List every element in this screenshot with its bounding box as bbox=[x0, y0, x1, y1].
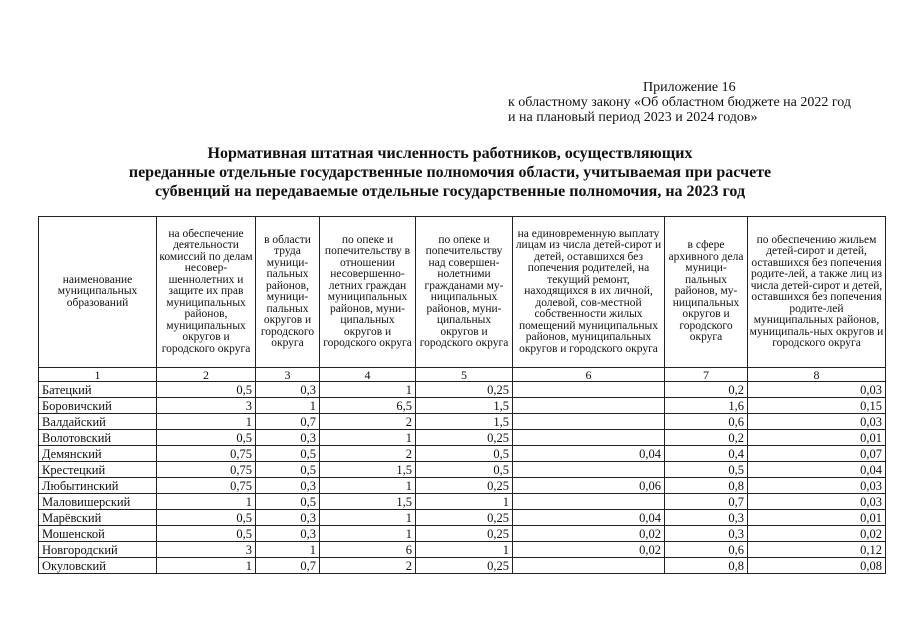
value-cell: 0,2 bbox=[665, 430, 748, 446]
value-cell: 0,4 bbox=[665, 446, 748, 462]
municipality-name-cell: Батецкий bbox=[39, 382, 157, 398]
table-row bbox=[39, 414, 886, 430]
table-row bbox=[39, 462, 886, 478]
municipality-name-cell: Любытинский bbox=[39, 478, 157, 494]
column-number: 4 bbox=[320, 368, 416, 382]
value-cell: 0,02 bbox=[513, 526, 665, 542]
value-cell: 0,75 bbox=[157, 478, 256, 494]
value-cell: 0,25 bbox=[416, 558, 513, 574]
value-cell: 0,6 bbox=[665, 414, 748, 430]
municipality-name-cell: Марёвский bbox=[39, 510, 157, 526]
header-cell: по опеке и попечительству в отношении несовершенно-летних граждан муниципальных районов, муни-ципальных округов и городского округа bbox=[320, 217, 416, 368]
value-cell: 0,25 bbox=[416, 478, 513, 494]
header-cell: на единовременную выплату лицам из числа детей-сирот и детей, оставшихся без попечения родителей, на текущий ремонт, находящихся в их личной, долевой, сов-местной собственности жилых помещений муниципальных районов, муниципальных округов и городского округа bbox=[513, 217, 665, 368]
value-cell: 0,25 bbox=[416, 526, 513, 542]
value-cell: 0,6 bbox=[665, 542, 748, 558]
value-cell: 0,3 bbox=[256, 382, 320, 398]
value-cell: 1,5 bbox=[416, 414, 513, 430]
annex-reference bbox=[508, 80, 898, 125]
column-number: 2 bbox=[157, 368, 256, 382]
table-row bbox=[39, 430, 886, 446]
value-cell: 0,3 bbox=[256, 510, 320, 526]
table-row bbox=[39, 526, 886, 542]
value-cell: 0,3 bbox=[256, 526, 320, 542]
municipality-name-cell: Крестецкий bbox=[39, 462, 157, 478]
value-cell: 1 bbox=[157, 494, 256, 510]
value-cell: 1,5 bbox=[320, 462, 416, 478]
value-cell: 0,12 bbox=[748, 542, 886, 558]
title-line-3: субвенций на передаваемые отдельные государственные полномочия, на 2023 год bbox=[154, 183, 746, 200]
value-cell: 0,08 bbox=[748, 558, 886, 574]
value-cell bbox=[513, 414, 665, 430]
table-row bbox=[39, 398, 886, 414]
value-cell: 0,04 bbox=[513, 510, 665, 526]
title-line-2: переданные отдельные государственные полномочия области, учитываемая при расчете bbox=[128, 164, 772, 181]
municipality-name-cell: Волотовский bbox=[39, 430, 157, 446]
municipality-name-cell: Маловишерский bbox=[39, 494, 157, 510]
value-cell: 0,5 bbox=[416, 462, 513, 478]
value-cell: 0,02 bbox=[748, 526, 886, 542]
table-row bbox=[39, 542, 886, 558]
table-row bbox=[39, 446, 886, 462]
value-cell: 0,8 bbox=[665, 478, 748, 494]
value-cell: 1,5 bbox=[416, 398, 513, 414]
value-cell: 0,03 bbox=[748, 478, 886, 494]
value-cell: 1,6 bbox=[665, 398, 748, 414]
municipality-name-cell: Демянский bbox=[39, 446, 157, 462]
column-number: 7 bbox=[665, 368, 748, 382]
value-cell: 0,3 bbox=[665, 510, 748, 526]
municipality-name-cell: Новгородский bbox=[39, 542, 157, 558]
value-cell: 0,2 bbox=[665, 382, 748, 398]
header-cell: по опеке и попечительству над совершен-нолетними гражданами му-ниципальных районов, муни-ципальных округов и городского округа bbox=[416, 217, 513, 368]
municipality-name-cell: Окуловский bbox=[39, 558, 157, 574]
value-cell: 0,03 bbox=[748, 494, 886, 510]
document-title bbox=[60, 144, 840, 201]
header-row bbox=[39, 217, 886, 368]
value-cell: 3 bbox=[157, 542, 256, 558]
value-cell: 0,5 bbox=[665, 462, 748, 478]
value-cell: 1 bbox=[320, 526, 416, 542]
header-cell: на обеспечение деятельности комиссий по делам несовер-шеннолетних и защите их прав муниципальных районов, муниципальных округов и городского округа bbox=[157, 217, 256, 368]
value-cell: 1 bbox=[320, 478, 416, 494]
value-cell: 0,5 bbox=[157, 382, 256, 398]
header-cell: наименование муниципальных образований bbox=[39, 217, 157, 368]
table-row bbox=[39, 478, 886, 494]
value-cell: 2 bbox=[320, 558, 416, 574]
value-cell bbox=[513, 398, 665, 414]
column-number: 3 bbox=[256, 368, 320, 382]
municipality-name-cell: Валдайский bbox=[39, 414, 157, 430]
value-cell: 0,04 bbox=[513, 446, 665, 462]
value-cell: 1 bbox=[157, 414, 256, 430]
value-cell: 1 bbox=[256, 398, 320, 414]
value-cell bbox=[513, 494, 665, 510]
value-cell: 0,15 bbox=[748, 398, 886, 414]
municipality-name-cell: Мошенской bbox=[39, 526, 157, 542]
column-number-row bbox=[39, 368, 886, 382]
column-number: 6 bbox=[513, 368, 665, 382]
value-cell: 0,25 bbox=[416, 382, 513, 398]
header-cell: в области труда муници-пальных районов, муници-пальных округов и городского округа bbox=[256, 217, 320, 368]
value-cell: 0,01 bbox=[748, 430, 886, 446]
value-cell bbox=[513, 430, 665, 446]
value-cell: 2 bbox=[320, 446, 416, 462]
value-cell bbox=[513, 462, 665, 478]
table-row bbox=[39, 494, 886, 510]
value-cell: 1 bbox=[320, 430, 416, 446]
value-cell: 6 bbox=[320, 542, 416, 558]
value-cell: 0,7 bbox=[256, 414, 320, 430]
value-cell: 0,02 bbox=[513, 542, 665, 558]
value-cell: 0,3 bbox=[256, 478, 320, 494]
staffing-table bbox=[38, 216, 886, 574]
value-cell: 1 bbox=[320, 382, 416, 398]
municipality-name-cell: Боровичский bbox=[39, 398, 157, 414]
title-line-1: Нормативная штатная численность работников, осуществляющих bbox=[207, 145, 693, 162]
column-number: 5 bbox=[416, 368, 513, 382]
value-cell: 0,5 bbox=[157, 430, 256, 446]
table-row bbox=[39, 558, 886, 574]
value-cell: 2 bbox=[320, 414, 416, 430]
header-cell: в сфере архивного дела муници-пальных районов, му-ниципальных округов и городского округа bbox=[665, 217, 748, 368]
header-cell: по обеспечению жильем детей-сирот и детей, оставшихся без попечения родите-лей, а также лиц из числа детей-сирот и детей, оставшихся без попечения родите-лей муниципальных районов, муниципаль-ных округов и городского округа bbox=[748, 217, 886, 368]
value-cell: 3 bbox=[157, 398, 256, 414]
value-cell: 0,25 bbox=[416, 430, 513, 446]
value-cell: 0,07 bbox=[748, 446, 886, 462]
value-cell: 0,03 bbox=[748, 414, 886, 430]
annex-number: Приложение 16 bbox=[643, 80, 736, 95]
value-cell: 0,5 bbox=[256, 494, 320, 510]
value-cell: 0,03 bbox=[748, 382, 886, 398]
annex-period-line: и на плановый период 2023 и 2024 годов» bbox=[508, 110, 758, 125]
value-cell: 0,5 bbox=[416, 446, 513, 462]
value-cell: 0,3 bbox=[256, 430, 320, 446]
value-cell bbox=[513, 382, 665, 398]
value-cell: 1 bbox=[320, 510, 416, 526]
value-cell: 0,06 bbox=[513, 478, 665, 494]
value-cell: 0,04 bbox=[748, 462, 886, 478]
value-cell: 0,75 bbox=[157, 446, 256, 462]
value-cell: 0,5 bbox=[256, 462, 320, 478]
value-cell: 0,5 bbox=[256, 446, 320, 462]
annex-law-line: к областному закону «Об областном бюджете на 2022 год bbox=[508, 95, 851, 110]
value-cell: 0,7 bbox=[256, 558, 320, 574]
value-cell: 0,3 bbox=[665, 526, 748, 542]
value-cell: 0,8 bbox=[665, 558, 748, 574]
column-number: 1 bbox=[39, 368, 157, 382]
value-cell: 0,25 bbox=[416, 510, 513, 526]
value-cell: 0,5 bbox=[157, 526, 256, 542]
value-cell: 1 bbox=[157, 558, 256, 574]
table-row bbox=[39, 382, 886, 398]
value-cell: 1 bbox=[416, 494, 513, 510]
value-cell bbox=[513, 558, 665, 574]
table-row bbox=[39, 510, 886, 526]
value-cell: 0,01 bbox=[748, 510, 886, 526]
value-cell: 1 bbox=[416, 542, 513, 558]
value-cell: 1 bbox=[256, 542, 320, 558]
value-cell: 6,5 bbox=[320, 398, 416, 414]
value-cell: 0,5 bbox=[157, 510, 256, 526]
value-cell: 0,75 bbox=[157, 462, 256, 478]
column-number: 8 bbox=[748, 368, 886, 382]
value-cell: 0,7 bbox=[665, 494, 748, 510]
value-cell: 1,5 bbox=[320, 494, 416, 510]
